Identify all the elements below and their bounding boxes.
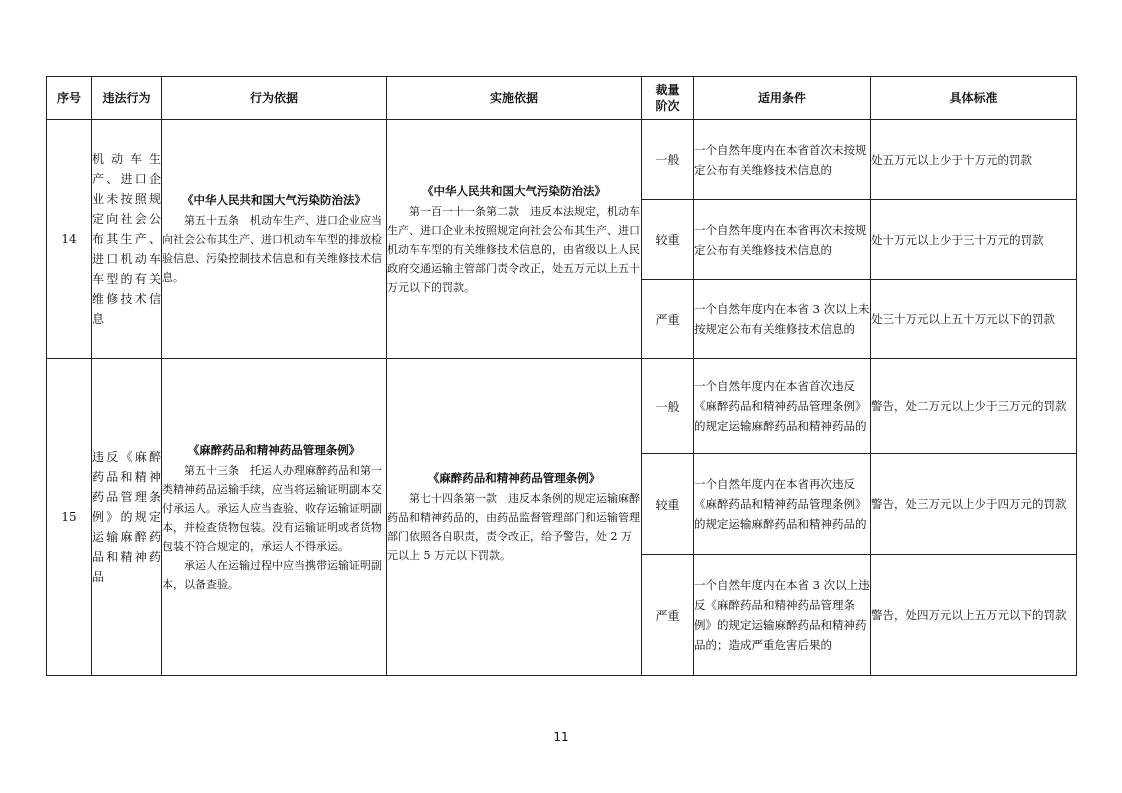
- condition-cell: 一个自然年度内在本省再次未按规定公布有关维修技术信息的: [694, 200, 871, 280]
- impl-text: 第七十四条第一款 违反本条例的规定运输麻醉药品和精神药品的，由药品监督管理部门和运输管理部门依照各自职责，责令改正，给予警告，处 2 万元以上 5 万元以下罚款。: [387, 492, 640, 562]
- standard-cell: 警告，处三万元以上少于四万元的罚款: [871, 454, 1077, 555]
- table-row: [47, 120, 1077, 200]
- level-cell: 一般: [642, 359, 694, 454]
- row-impl: [387, 120, 642, 359]
- basis-text-2: 承运人在运输过程中应当携带运输证明副本，以备查验。: [162, 558, 382, 591]
- header-level: [642, 77, 694, 120]
- row-impl: [387, 359, 642, 676]
- condition-cell: 一个自然年度内在本省 3 次以上违反《麻醉药品和精神药品管理条例》的规定运输麻醉药品和精神药品的；造成严重危害后果的: [694, 555, 871, 676]
- header-act: 违法行为: [92, 77, 162, 120]
- standard-cell: 警告，处四万元以上五万元以下的罚款: [871, 555, 1077, 676]
- row-act: 违反《麻醉药品和精神药品管理条例》的规定运输麻醉药品和精神药品: [92, 359, 162, 676]
- basis-law-title: 《麻醉药品和精神药品管理条例》: [187, 442, 361, 457]
- condition-cell: 一个自然年度内在本省首次违反《麻醉药品和精神药品管理条例》的规定运输麻醉药品和精神药品的: [694, 359, 871, 454]
- basis-text: 第五十五条 机动车生产、进口企业应当向社会公布其生产、进口机动车车型的排放检验信息、污染控制技术信息和有关维修技术信息。: [162, 214, 382, 284]
- impl-law-title: 《麻醉药品和精神药品管理条例》: [427, 471, 601, 485]
- row-basis: [162, 359, 387, 676]
- header-level-line2: 阶次: [655, 99, 680, 113]
- row-basis: [162, 120, 387, 359]
- penalty-table: [46, 76, 1077, 676]
- condition-cell: 一个自然年度内在本省首次未按规定公布有关维修技术信息的: [694, 120, 871, 200]
- standard-cell: 处十万元以上少于三十万元的罚款: [871, 200, 1077, 280]
- header-impl: 实施依据: [387, 77, 642, 120]
- level-cell: 较重: [642, 200, 694, 280]
- header-basis: 行为依据: [162, 77, 387, 120]
- level-cell: 严重: [642, 280, 694, 359]
- row-seq: 14: [47, 120, 92, 359]
- standard-cell: 处五万元以上少于十万元的罚款: [871, 120, 1077, 200]
- level-cell: 一般: [642, 120, 694, 200]
- impl-text: 第一百一十一条第二款 违反本法规定，机动车生产、进口企业未按照规定向社会公布其生产、进口机动车车型的有关维修技术信息的，由省级以上人民政府交通运输主管部门责令改正，处五万元以上五十万元以下的罚款。: [387, 204, 640, 294]
- row-act: 机动车生产、进口企业未按照规定向社会公布其生产、进口机动车车型的有关维修技术信息: [92, 120, 162, 359]
- header-level-line1: 裁量: [655, 83, 680, 97]
- header-cond: 适用条件: [694, 77, 871, 120]
- header-std: 具体标准: [871, 77, 1077, 120]
- condition-cell: 一个自然年度内在本省再次违反《麻醉药品和精神药品管理条例》的规定运输麻醉药品和精神药品的: [694, 454, 871, 555]
- impl-law-title: 《中华人民共和国大气污染防治法》: [422, 183, 606, 198]
- header-row: [47, 77, 1077, 120]
- row-seq: 15: [47, 359, 92, 676]
- condition-cell: 一个自然年度内在本省 3 次以上未按规定公布有关维修技术信息的: [694, 280, 871, 359]
- basis-law-title: 《中华人民共和国大气污染防治法》: [182, 193, 366, 207]
- header-seq: 序号: [47, 77, 92, 120]
- page-number: 11: [553, 730, 569, 744]
- standard-cell: 处三十万元以上五十万元以下的罚款: [871, 280, 1077, 359]
- table-row: [47, 359, 1077, 454]
- standard-cell: 警告，处二万元以上少于三万元的罚款: [871, 359, 1077, 454]
- basis-text: 第五十三条 托运人办理麻醉药品和第一类精神药品运输手续，应当将运输证明副本交付承运人。承运人应当查验、收存运输证明副本，并检查货物包装。没有运输证明或者货物包装不符合规定的，承运人不得承运。: [162, 463, 382, 553]
- level-cell: 较重: [642, 454, 694, 555]
- level-cell: 严重: [642, 555, 694, 676]
